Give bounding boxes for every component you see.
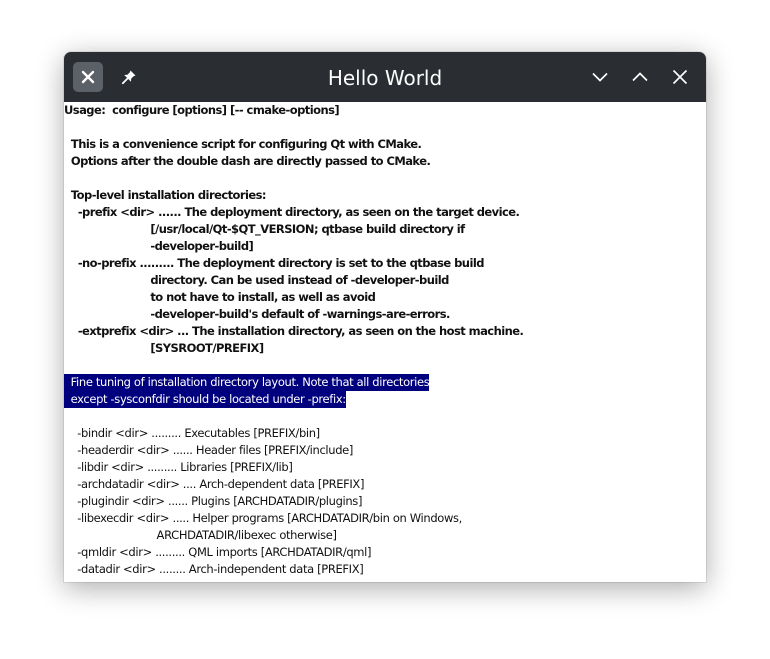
text-line: This is a convenience script for configuring Qt with CMake.: [64, 137, 422, 151]
text-line: -developer-build]: [64, 239, 254, 253]
text-line: -prefix <dir> ...... The deployment directory, as seen on the target device.: [64, 205, 520, 219]
text-line: ARCHDATADIR/libexec otherwise]: [64, 528, 337, 542]
chevron-down-icon[interactable]: [585, 62, 615, 92]
chevron-up-icon[interactable]: [625, 62, 655, 92]
text-line: -bindir <dir> ......... Executables [PREFIX/bin]: [64, 426, 320, 440]
close-icon[interactable]: [73, 62, 103, 92]
text-line: -archdatadir <dir> .... Arch-dependent data [PREFIX]: [64, 477, 365, 491]
text-line: -qmldir <dir> ......... QML imports [ARCHDATADIR/qml]: [64, 545, 372, 559]
selected-text-line[interactable]: except -sysconfdir should be located under -prefix:: [64, 392, 346, 406]
window-title: Hello World: [327, 66, 443, 90]
text-line: [/usr/local/Qt-$QT_VERSION; qtbase build directory if: [64, 222, 465, 236]
text-line: to not have to install, as well as avoid: [64, 290, 376, 304]
text-line: -plugindir <dir> ...... Plugins [ARCHDATADIR/plugins]: [64, 494, 363, 508]
text-line: Top-level installation directories:: [64, 188, 266, 202]
text-line: [SYSROOT/PREFIX]: [64, 341, 264, 355]
close-icon[interactable]: [665, 62, 695, 92]
app-window: [64, 52, 706, 582]
text-line: -extprefix <dir> ... The installation directory, as seen on the host machine.: [64, 324, 524, 338]
text-view[interactable]: [64, 102, 706, 582]
text-line: -no-prefix ......... The deployment directory is set to the qtbase build: [64, 256, 484, 270]
text-line: -libdir <dir> ......... Libraries [PREFIX/lib]: [64, 460, 293, 474]
selected-text-line[interactable]: Fine tuning of installation directory layout. Note that all directories: [64, 375, 430, 389]
text-line: -developer-build's default of -warnings-are-errors.: [64, 307, 450, 321]
text-line: directory. Can be used instead of -developer-build: [64, 273, 449, 287]
text-line: Options after the double dash are directly passed to CMake.: [64, 154, 431, 168]
text-line: -datadir <dir> ........ Arch-independent data [PREFIX]: [64, 562, 364, 576]
text-line: -headerdir <dir> ...... Header files [PREFIX/include]: [64, 443, 354, 457]
text-line: Usage: configure [options] [-- cmake-options]: [64, 103, 340, 117]
text-line: -libexecdir <dir> ..... Helper programs [ARCHDATADIR/bin on Windows,: [64, 511, 462, 525]
pin-icon[interactable]: [114, 62, 144, 92]
titlebar[interactable]: [64, 52, 706, 102]
